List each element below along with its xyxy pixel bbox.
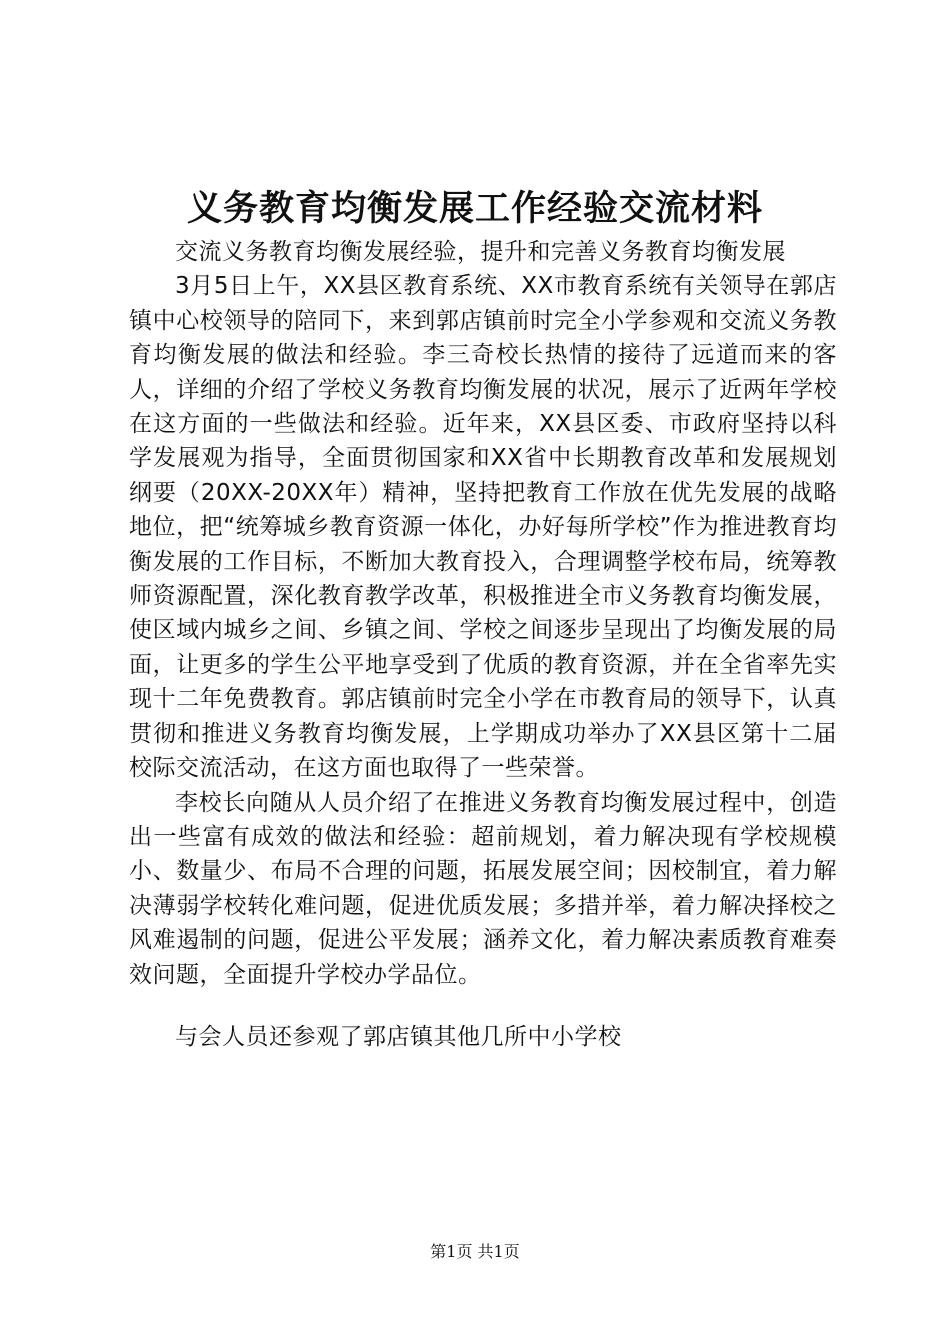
paragraph-experience: 李校长向随从人员介绍了在推进义务教育均衡发展过程中，创造出一些富有成效的做法和经验：超前规划，着力解决现有学校规模小、数量少、布局不合理的问题，拓展发展空间；因校制宜，着力解决薄弱学校转化难问题，促进优质发展；多措并举，着力解决择校之风难遏制的问题，促进公平发展；涵养文化，着力解决素质教育难奏效问题，全面提升学校办学品位。 — [129, 789, 837, 988]
paragraph-visit: 3月5日上午，XX县区教育系统、XX市教育系统有关领导在郭店镇中心校领导的陪同下，来到郭店镇前时完全小学参观和交流义务教育均衡发展的做法和经验。李三奇校长热情的接待了远道而来的客人，详细的介绍了学校义务教育均衡发展的状况，展示了近两年学校在这方面的一些做法和经验。近年来，XX县区委、市政府坚持以科学发展观为指导，全面贯彻国家和XX省中长期教育改革和发展规划纲要（20XX-20XX年）精神，坚持把教育工作放在优先发展的战略地位，把“统筹城乡教育资源一体化，办好每所学校”作为推进教育均衡发展的工作目标，不断加大教育投入，合理调整学校布局，统筹教师资源配置，深化教育教学改革，积极推进全市义务教育均衡发展，使区域内城乡之间、乡镇之间、学校之间逐步呈现出了均衡发展的局面，让更多的学生公平地享受到了优质的教育资源，并在全省率先实现十二年免费教育。郭店镇前时完全小学在市教育局的领导下，认真贯彻和推进义务教育均衡发展，上学期成功举办了XX县区第十二届校际交流活动，在这方面也取得了一些荣誉。 — [129, 273, 837, 782]
paragraph-subtitle: 交流义务教育均衡发展经验，提升和完善义务教育均衡发展 — [175, 239, 786, 265]
document-title: 义务教育均衡发展工作经验交流材料 — [186, 188, 763, 229]
page-footer: 第1页 共1页 — [430, 1242, 520, 1261]
document-body — [129, 235, 837, 1054]
paragraph-closing: 与会人员还参观了郭店镇其他几所中小学校 — [175, 1023, 622, 1050]
